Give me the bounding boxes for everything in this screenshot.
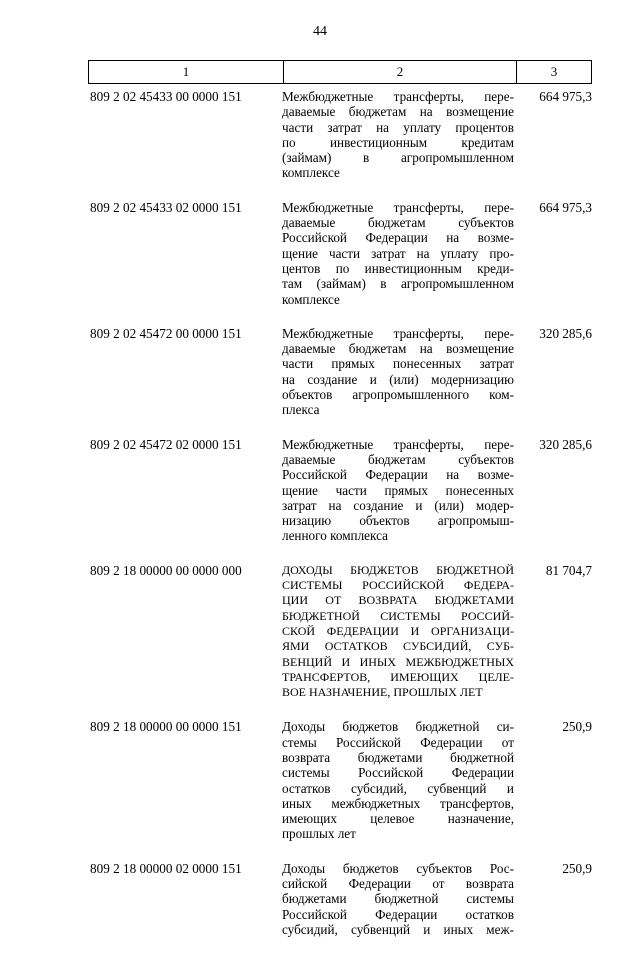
description-line: субсидий, субвенций и иных меж-: [282, 921, 514, 937]
description-line: Российской Федерации остатков: [282, 906, 514, 922]
description-line: прошлых лет: [282, 826, 356, 842]
table-row: [88, 861, 592, 937]
amount: 250,9: [562, 719, 592, 735]
description-line: плекса: [282, 402, 320, 418]
description-line: низацию объектов агропромыш-: [282, 513, 514, 529]
description-line: Межбюджетные трансферты, пере-: [282, 436, 514, 452]
budget-description: [282, 200, 514, 307]
description-line: стемы Российской Федерации от: [282, 734, 514, 750]
description-line: щение части прямых понесенных: [282, 482, 514, 498]
budget-description: [282, 326, 514, 418]
column-header-1: 1: [89, 61, 284, 84]
description-line: затрат на создание и (или) модер-: [282, 497, 514, 513]
amount: 320 285,6: [539, 436, 592, 452]
column-header-table: [88, 60, 592, 84]
description-line: ТРАНСФЕРТОВ, ИМЕЮЩИХ ЦЕЛЕ-: [282, 669, 514, 684]
description-line: Доходы бюджетов субъектов Рос-: [282, 860, 514, 876]
description-line: (займам) в агропромышленном: [282, 150, 514, 166]
description-line: ЯМИ ОСТАТКОВ СУБСИДИЙ, СУБ-: [282, 639, 514, 654]
budget-description: [282, 89, 514, 181]
budget-code: 809 2 02 45472 00 0000 151: [90, 325, 242, 341]
description-line: иных межбюджетных трансфертов,: [282, 795, 514, 811]
description-line: даваемые бюджетам на возмещение: [282, 341, 514, 357]
description-line: остатков субсидий, субвенций и: [282, 780, 514, 796]
budget-description: [282, 861, 514, 937]
budget-code: 809 2 02 45433 00 0000 151: [90, 89, 242, 104]
description-line: Доходы бюджетов бюджетной си-: [282, 719, 514, 735]
amount: 320 285,6: [539, 325, 592, 341]
description-line: имеющих целевое назначение,: [282, 811, 514, 827]
description-line: даваемые бюджетам на возмещение: [282, 104, 514, 120]
description-line: комплексе: [282, 291, 340, 307]
amount: 664 975,3: [539, 199, 592, 215]
description-line: СКОЙ ФЕДЕРАЦИИ И ОРГАНИЗАЦИ-: [282, 623, 514, 638]
table-row: [88, 89, 592, 181]
description-line: даваемые бюджетам субъектов: [282, 215, 514, 231]
description-line: Межбюджетные трансферты, пере-: [282, 325, 514, 341]
budget-description: [282, 437, 514, 544]
column-header-3: 3: [517, 61, 592, 84]
description-line: ЦИИ ОТ ВОЗВРАТА БЮДЖЕТАМИ: [282, 593, 514, 608]
description-line: ленного комплекса: [282, 528, 388, 544]
description-line: по инвестиционным кредитам: [282, 134, 514, 150]
description-line: щение части затрат на уплату про-: [282, 245, 514, 261]
description-line: БЮДЖЕТНОЙ СИСТЕМЫ РОССИЙ-: [282, 608, 514, 623]
budget-code: 809 2 18 00000 02 0000 151: [90, 860, 242, 876]
description-line: бюджетами бюджетной системы: [282, 891, 514, 907]
table-row: [88, 200, 592, 307]
description-line: Межбюджетные трансферты, пере-: [282, 199, 514, 215]
table-row: [88, 437, 592, 544]
description-line: Межбюджетные трансферты, пере-: [282, 89, 514, 104]
description-line: там (займам) в агропромышленном: [282, 276, 514, 292]
description-line: СИСТЕМЫ РОССИЙСКОЙ ФЕДЕРА-: [282, 578, 514, 593]
table-row: [88, 563, 592, 701]
description-line: центов по инвестиционным креди-: [282, 260, 514, 276]
column-header-2: 2: [284, 61, 517, 84]
budget-code: 809 2 18 00000 00 0000 000: [90, 562, 242, 578]
description-line: Российской Федерации на возме-: [282, 467, 514, 483]
budget-code: 809 2 02 45433 02 0000 151: [90, 199, 242, 215]
budget-description: [282, 719, 514, 841]
budget-description: [282, 563, 514, 701]
description-line: сийской Федерации от возврата: [282, 876, 514, 892]
budget-rows: [88, 89, 592, 956]
description-line: объектов агропромышленного ком-: [282, 387, 514, 403]
description-line: системы Российской Федерации: [282, 765, 514, 781]
table-row: [88, 719, 592, 841]
budget-code: 809 2 18 00000 00 0000 151: [90, 719, 242, 735]
page-number: 44: [313, 24, 327, 39]
description-line: части прямых понесенных затрат: [282, 356, 514, 372]
description-line: комплексе: [282, 165, 340, 181]
amount: 250,9: [562, 860, 592, 876]
description-line: даваемые бюджетам субъектов: [282, 451, 514, 467]
description-line: ВОЕ НАЗНАЧЕНИЕ, ПРОШЛЫХ ЛЕТ: [282, 685, 483, 700]
description-line: Российской Федерации на возме-: [282, 230, 514, 246]
amount: 81 704,7: [545, 562, 592, 578]
description-line: ДОХОДЫ БЮДЖЕТОВ БЮДЖЕТНОЙ: [282, 562, 514, 577]
description-line: ВЕНЦИЙ И ИНЫХ МЕЖБЮДЖЕТНЫХ: [282, 654, 514, 669]
description-line: возврата бюджетами бюджетной: [282, 749, 514, 765]
description-line: части затрат на уплату процентов: [282, 119, 514, 135]
description-line: на создание и (или) модернизацию: [282, 371, 514, 387]
budget-code: 809 2 02 45472 02 0000 151: [90, 436, 242, 452]
amount: 664 975,3: [539, 89, 592, 104]
table-row: [88, 326, 592, 418]
